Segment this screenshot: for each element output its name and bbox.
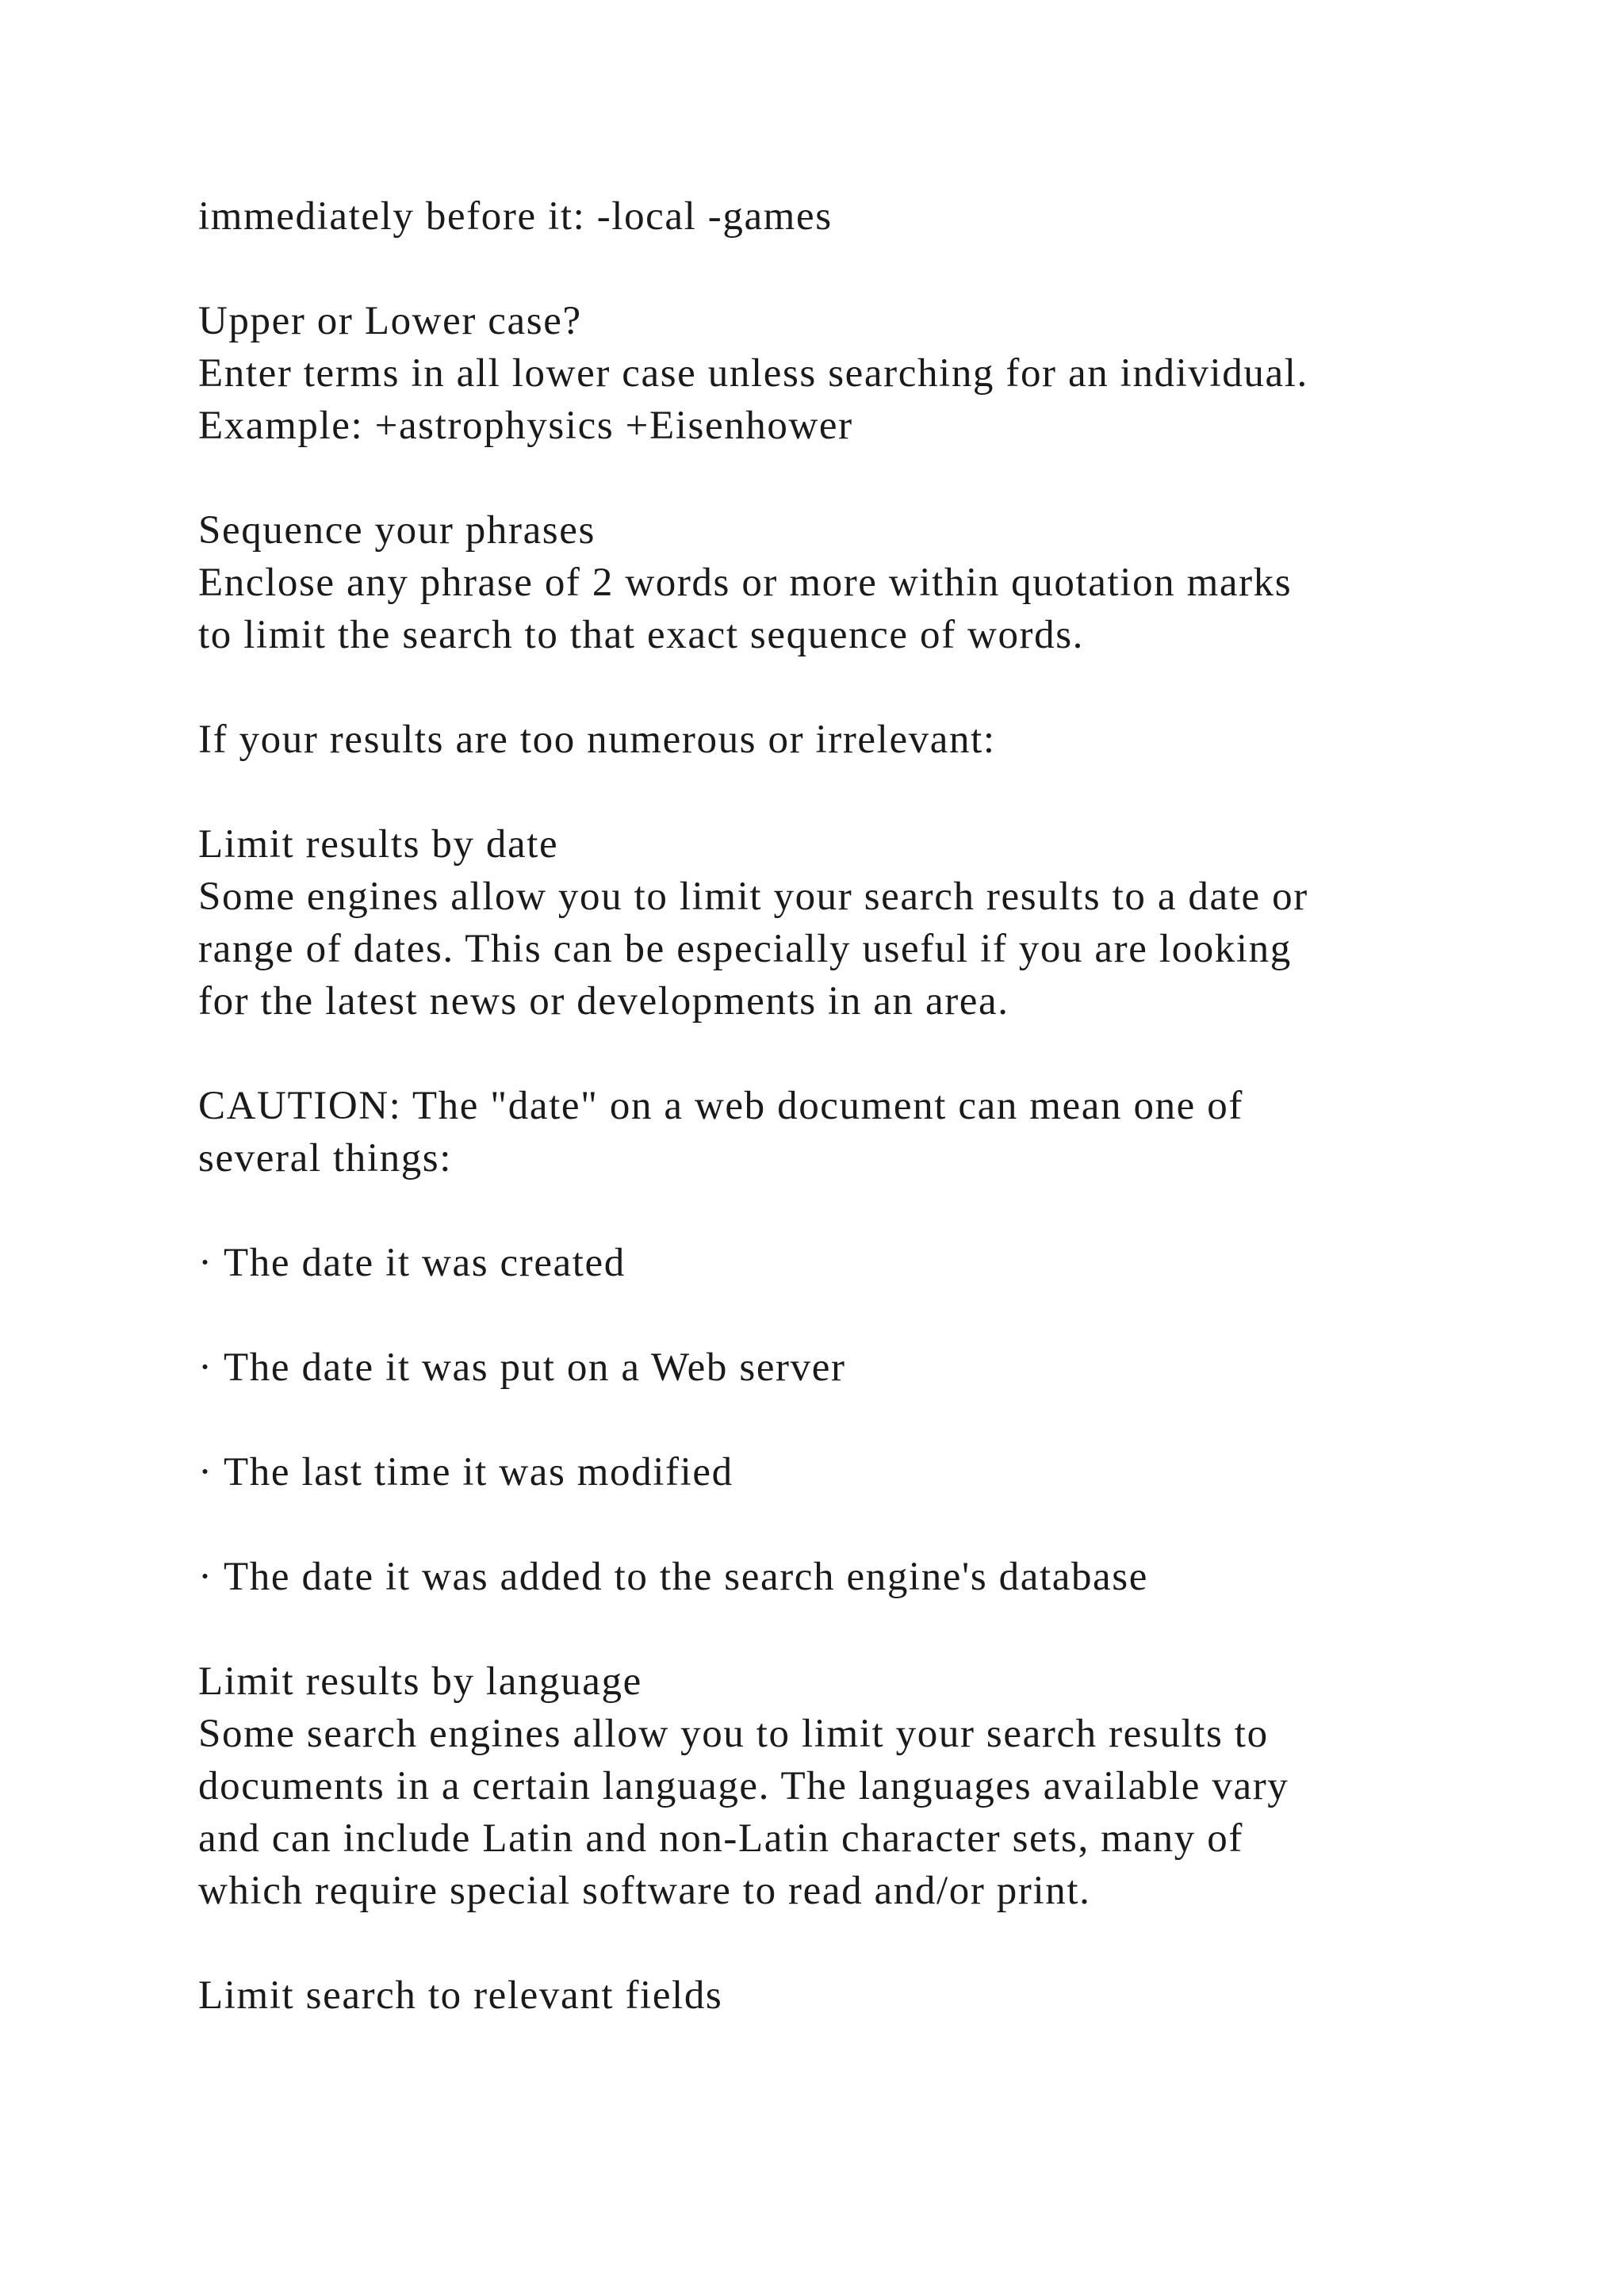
blank-line — [198, 243, 1546, 295]
blank-line — [198, 1603, 1546, 1655]
text-line: Enter terms in all lower case unless searching for an individual. — [198, 351, 1308, 396]
blank-line — [198, 1184, 1546, 1237]
blank-line — [198, 661, 1546, 714]
bullet-item: · The date it was put on a Web server — [198, 1345, 846, 1390]
section-heading: Upper or Lower case? — [198, 299, 582, 343]
section-heading: If your results are too numerous or irrelevant: — [198, 718, 996, 762]
text-line: Enclose any phrase of 2 words or more within quotation marks — [198, 561, 1293, 605]
bullet-item: · The date it was created — [198, 1241, 626, 1285]
text-line: Some search engines allow you to limit your search results to — [198, 1712, 1269, 1756]
text-line: for the latest news or developments in an area. — [198, 979, 1009, 1024]
section-heading: Sequence your phrases — [198, 508, 596, 553]
section-heading: Limit results by date — [198, 822, 559, 867]
text-line: which require special software to read and/or print. — [198, 1869, 1091, 1913]
text-line: documents in a certain language. The languages available vary — [198, 1764, 1289, 1808]
section-heading: Limit search to relevant fields — [198, 1973, 723, 2018]
bullet-item: · The last time it was modified — [198, 1450, 733, 1494]
text-line: Some engines allow you to limit your search results to a date or — [198, 874, 1308, 919]
text-line: to limit the search to that exact sequence of words. — [198, 613, 1085, 657]
text-line: Example: +astrophysics +Eisenhower — [198, 404, 853, 448]
blank-line — [198, 1394, 1546, 1446]
text-line: and can include Latin and non-Latin character sets, many of — [198, 1816, 1243, 1861]
text-line: several things: — [198, 1136, 453, 1181]
blank-line — [198, 1498, 1546, 1551]
blank-line — [198, 452, 1546, 504]
blank-line — [198, 1027, 1546, 1080]
document-body — [198, 190, 1546, 2022]
blank-line — [198, 1289, 1546, 1341]
blank-line — [198, 1917, 1546, 1969]
section-heading: Limit results by language — [198, 1659, 642, 1704]
text-line: CAUTION: The "date" on a web document can mean one of — [198, 1084, 1243, 1128]
bullet-item: · The date it was added to the search engine's database — [198, 1555, 1148, 1599]
text-line: range of dates. This can be especially useful if you are looking — [198, 927, 1292, 971]
blank-line — [198, 766, 1546, 818]
text-line: immediately before it: -local -games — [198, 194, 833, 239]
